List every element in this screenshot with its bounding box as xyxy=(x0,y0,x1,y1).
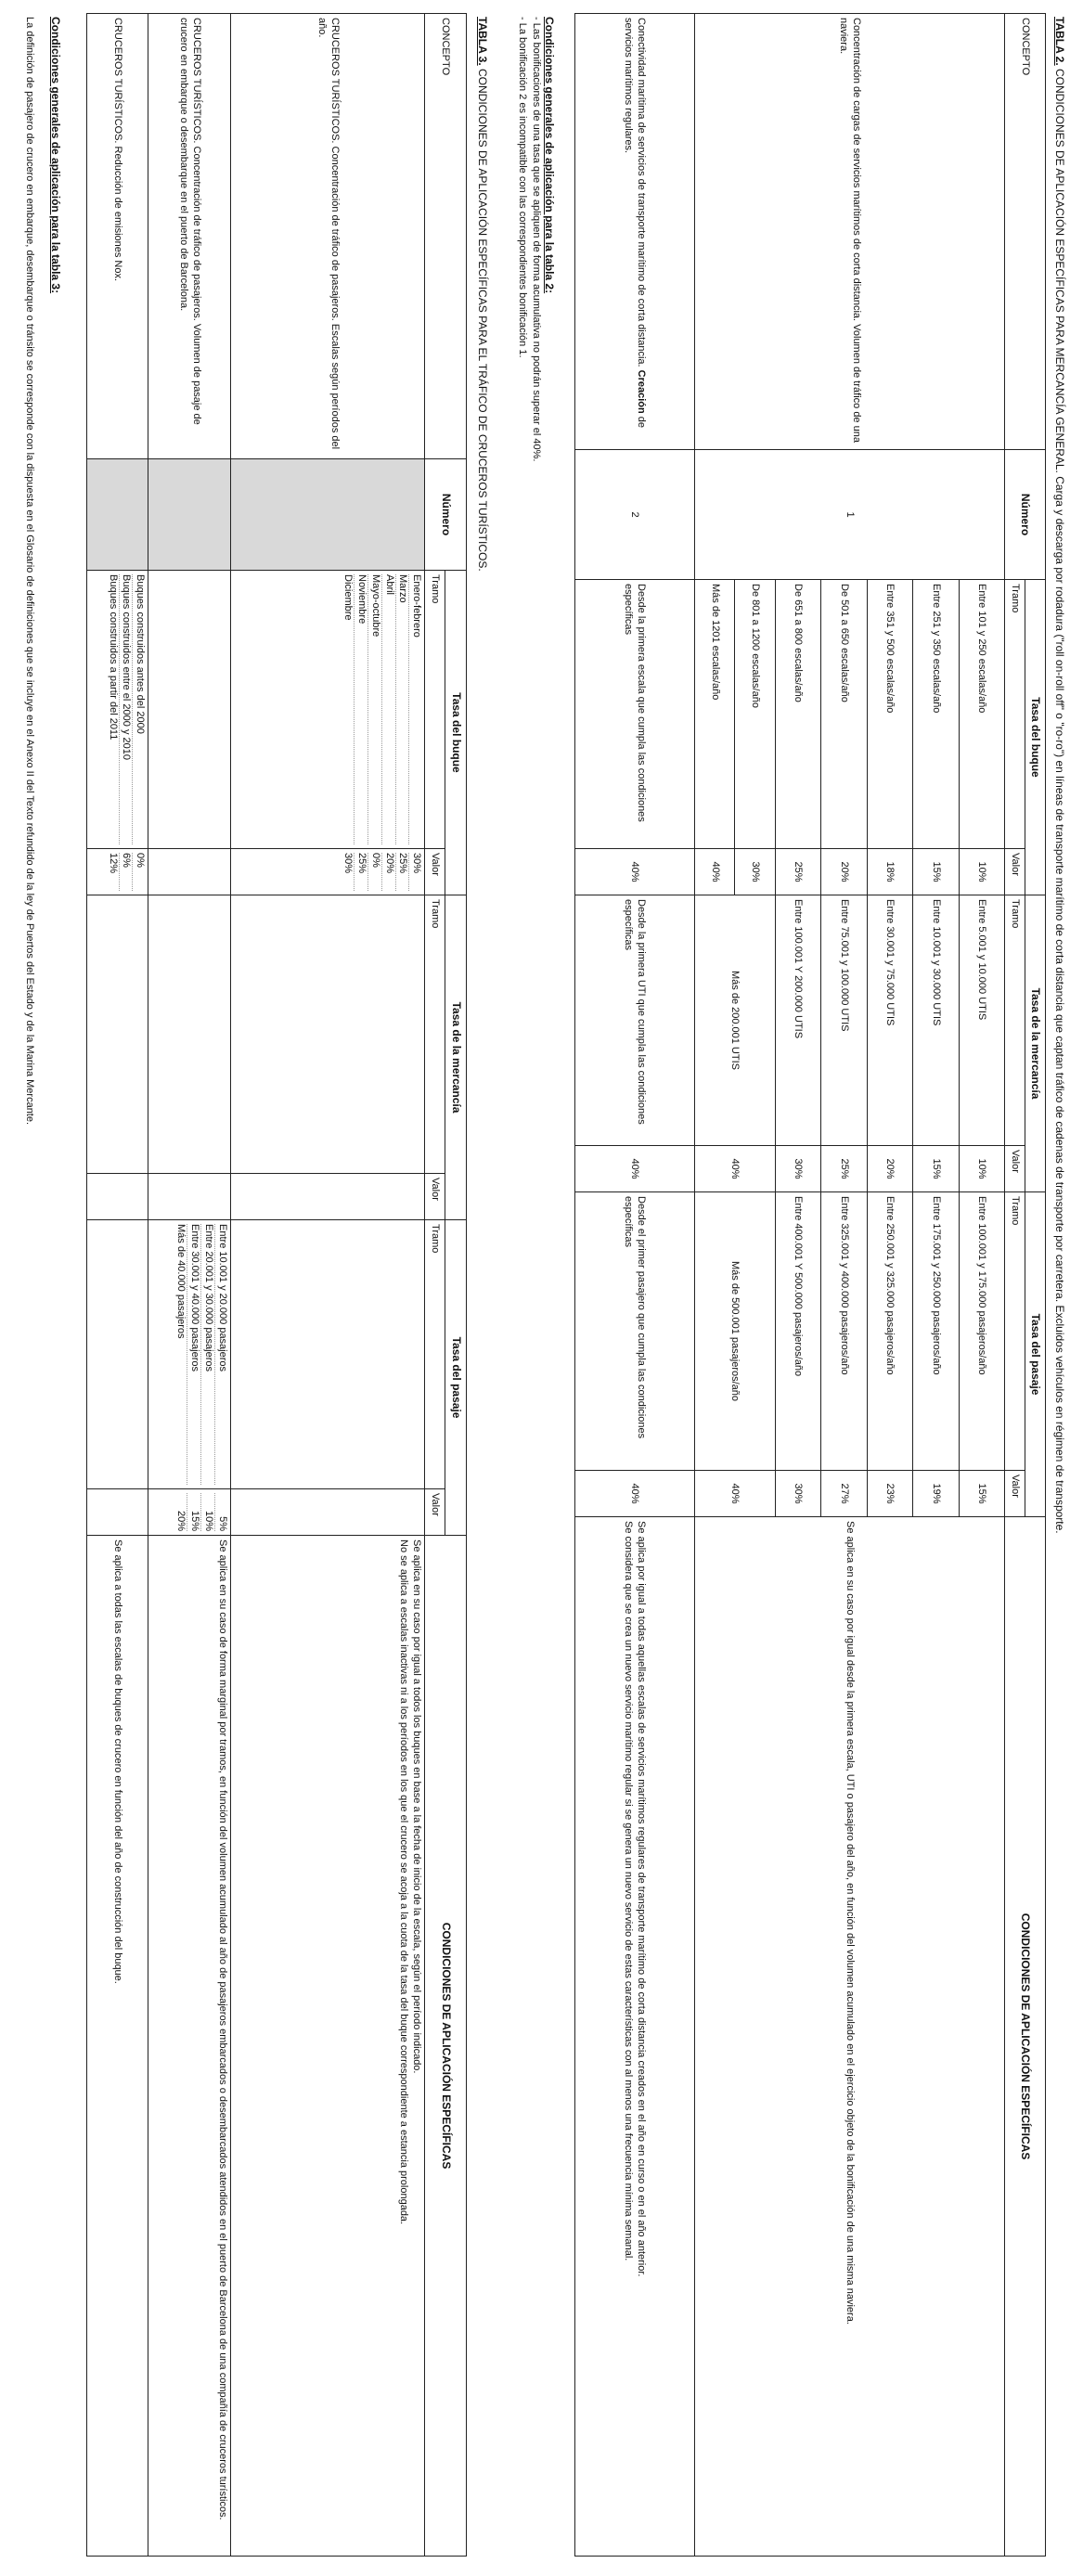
t2-header-condiciones: CONDICIONES DE APLICACIÓN ESPECÍFICAS xyxy=(1005,1517,1046,2557)
t2-r1-numero: 1 xyxy=(695,450,1005,580)
t2-r1-pasaje-valor: 23% xyxy=(867,1471,913,1517)
t2-r1-mercancia-tramo: Más de 200.001 UTIS xyxy=(695,895,775,1146)
t3-r1-buque-valor: 0% xyxy=(367,853,381,891)
t3-r2-pasaje-valor: 5% xyxy=(214,1493,228,1531)
table3-caption-label: TABLA 3. xyxy=(476,17,489,66)
t2-r1-pasaje-valor: 19% xyxy=(913,1471,960,1517)
t3-subheader-tramo: Tramo xyxy=(425,895,445,1174)
t2-r1-concepto: Concentración de cargas de servicios marítimos de corta distancia. Volumen de tráfico de una naviera. xyxy=(695,14,1005,450)
t3-header-tasa-buque: Tasa del buque xyxy=(445,571,467,895)
table2-notes-title: Condiciones generales de aplicación para la tabla 2: xyxy=(543,17,556,294)
t3-r1-buque-tramo-list xyxy=(230,571,425,849)
t3-r1-mercancia-valor xyxy=(230,1174,425,1220)
t3-r2-pasaje-tramo: Más de 40.000 pasajeros xyxy=(175,1224,187,1339)
t3-r2-pasaje-valor: 20% xyxy=(175,1511,187,1532)
t3-r3-pasaje-tramo xyxy=(87,1220,148,1489)
t3-r1-buque-valor: 25% xyxy=(395,853,409,891)
t3-r1-pasaje-valor xyxy=(230,1489,425,1536)
t3-r3-buque-tramo: Buques construidos a partir del 2011 xyxy=(107,574,119,741)
t3-r3-buque-valor-list xyxy=(87,849,148,895)
t2-r1-buque-tramo: De 801 a 1200 escalas/año xyxy=(735,580,775,849)
t3-r3-buque-tramo-list xyxy=(87,571,148,849)
t3-r2-buque-valor xyxy=(148,849,230,895)
t2-r1-buque-tramo: De 501 a 650 escalas/año xyxy=(821,580,868,849)
t2-r1-pasaje-tramo: Entre 400.001 Y 500.000 pasajeros/año xyxy=(775,1192,821,1471)
t3-r3-mercancia-tramo xyxy=(87,895,148,1174)
t2-r2-concepto-a: Conectividad marítima de servicios de transporte marítimo de corta distancia. xyxy=(636,18,648,370)
t3-header-concepto: CONCEPTO xyxy=(425,14,467,459)
t3-r1-buque-valor: 20% xyxy=(381,853,395,891)
t3-r2-pasaje-tramo: Entre 10.001 y 20.000 pasajeros xyxy=(214,1224,228,1485)
t3-r3-buque-valor: 6% xyxy=(119,853,133,891)
t3-r3-buque-valor: 12% xyxy=(107,853,119,874)
t3-r2-condiciones: Se aplica en su caso de forma marginal por tramos, en función del volumen acumulado al año de pasajeros embarcados o desembarcados atendidos en el puerto de Barcelona de una compañía de cruceros turísticos. xyxy=(148,1536,230,2557)
t3-r2-pasaje-valor-list xyxy=(148,1489,230,1536)
t2-r1-buque-valor: 40% xyxy=(695,849,735,895)
t3-r2-pasaje-tramo: Entre 30.001 y 40.000 pasajeros xyxy=(187,1224,200,1485)
t2-r1-buque-tramo: De 651 a 800 escalas/año xyxy=(775,580,821,849)
t2-r1-mercancia-tramo: Entre 100.001 Y 200.000 UTIS xyxy=(775,895,821,1146)
t2-r1-pasaje-valor: 40% xyxy=(695,1471,775,1517)
t2-r1-buque-valor: 10% xyxy=(959,849,1005,895)
t2-r1-pasaje-valor: 15% xyxy=(959,1471,1005,1517)
t2-r1-buque-valor: 15% xyxy=(913,849,960,895)
t2-r1-pasaje-valor: 27% xyxy=(821,1471,868,1517)
t2-r1-condiciones: Se aplica en su caso por igual desde la primera escala, UTI o pasajero del año, en función del volumen acumulado en el ejercicio objeto de la bonificación de una misma naviera. xyxy=(695,1517,1005,2557)
t3-r1-pasaje-tramo xyxy=(230,1220,425,1489)
t2-r1-pasaje-tramo: Más de 500.001 pasajeros/año xyxy=(695,1192,775,1471)
t2-header-concepto: CONCEPTO xyxy=(1005,14,1046,450)
t3-r3-buque-valor: 0% xyxy=(133,853,147,891)
t2-r1-pasaje-tramo: Entre 175.001 y 250.000 pasajeros/año xyxy=(913,1192,960,1471)
table3 xyxy=(86,13,467,2557)
t2-r1-mercancia-valor: 25% xyxy=(821,1146,868,1192)
t3-subheader-valor: Valor xyxy=(425,1489,445,1536)
table2-notes xyxy=(514,17,556,1409)
t2-header-numero: Número xyxy=(1005,450,1046,580)
t3-r1-concepto: CRUCEROS TURÍSTICOS. Concentración de tráfico de pasajeros. Escalas según períodos del año. xyxy=(230,14,425,459)
table2-caption xyxy=(1053,17,1066,2559)
t2-r1-buque-tramo: Entre 101 y 250 escalas/año xyxy=(959,580,1005,849)
t3-r3-concepto: CRUCEROS TURÍSTICOS. Reducción de emisiones Nox. xyxy=(87,14,148,459)
table3-notes-title: Condiciones generales de aplicación para la tabla 3: xyxy=(49,17,62,294)
t2-r1-mercancia-tramo: Entre 5.001 y 10.000 UTIS xyxy=(959,895,1005,1146)
t3-r1-buque-valor-list xyxy=(230,849,425,895)
t2-subheader-tramo: Tramo xyxy=(1005,895,1025,1146)
t3-r1-numero xyxy=(230,459,425,571)
t2-r1-pasaje-valor: 30% xyxy=(775,1471,821,1517)
t3-r1-buque-valor: 30% xyxy=(342,853,355,874)
t3-r3-condiciones: Se aplica a todas las escalas de buques de crucero en función del año de construcción del buque. xyxy=(87,1536,148,2557)
table3-note: La definición de pasajero de crucero en embarque, desembarque o tránsito se corresponde con la dispuesta en el Glosario de definiciones que se incluye en el Anexo II del Texto refundido de la ley de Puertos del Estado y de la Marina Mercante. xyxy=(24,17,35,1126)
t3-subheader-valor: Valor xyxy=(425,849,445,895)
t3-subheader-tramo: Tramo xyxy=(425,571,445,849)
t2-r1-mercancia-tramo: Entre 75.001 y 100.000 UTIS xyxy=(821,895,868,1146)
t3-subheader-tramo: Tramo xyxy=(425,1220,445,1489)
t2-r1-mercancia-tramo: Entre 10.001 y 30.000 UTIS xyxy=(913,895,960,1146)
t2-r2-buque-tramo: Desde la primera escala que cumpla las condiciones específicas xyxy=(575,580,695,849)
t2-r2-mercancia-tramo: Desde la primera UTI que cumpla las condiciones específicas xyxy=(575,895,695,1146)
t2-subheader-valor: Valor xyxy=(1005,849,1025,895)
t3-r2-mercancia-tramo xyxy=(148,895,230,1174)
t2-r1-buque-tramo: Más de 1201 escalas/año xyxy=(695,580,735,849)
t3-r1-buque-tramo: Mayo-octubre xyxy=(367,574,381,844)
t2-r1-buque-tramo: Entre 251 y 350 escalas/año xyxy=(913,580,960,849)
t3-r2-pasaje-valor: 15% xyxy=(187,1493,200,1531)
t2-r1-buque-tramo: Entre 351 y 500 escalas/año xyxy=(867,580,913,849)
t2-header-tasa-mercancia: Tasa de la mercancía xyxy=(1025,895,1045,1192)
table3-caption xyxy=(476,17,489,1409)
t3-r2-pasaje-tramo-list xyxy=(148,1220,230,1489)
t3-header-numero: Número xyxy=(425,459,467,571)
t2-r2-numero: 2 xyxy=(575,450,695,580)
t3-r1-buque-tramo: Abril xyxy=(381,574,395,844)
t3-header-tasa-mercancia: Tasa de la mercancía xyxy=(445,895,467,1220)
t3-r1-buque-tramo: Enero-febrero xyxy=(408,574,422,844)
t3-r1-buque-valor: 30% xyxy=(408,853,422,891)
t2-r2-mercancia-valor: 40% xyxy=(575,1146,695,1192)
table2-note: - Las bonificaciones de una tasa que se apliquen de forma acumulativa no podrán superar el 40%. xyxy=(531,17,542,462)
t3-r2-mercancia-valor xyxy=(148,1174,230,1220)
t2-r1-buque-valor: 30% xyxy=(735,849,775,895)
t2-r2-concepto-bold: Creación xyxy=(636,369,648,414)
t2-header-tasa-pasaje: Tasa del pasaje xyxy=(1025,1192,1045,1517)
t2-subheader-valor: Valor xyxy=(1005,1146,1025,1192)
t2-r2-pasaje-tramo: Desde el primer pasajero que cumpla las condiciones específicas xyxy=(575,1192,695,1471)
t2-r1-mercancia-tramo: Entre 30.001 y 75.000 UTIS xyxy=(867,895,913,1146)
t2-header-tasa-buque: Tasa del buque xyxy=(1025,580,1045,895)
t2-r1-pasaje-tramo: Entre 100.001 y 175.000 pasajeros/año xyxy=(959,1192,1005,1471)
t2-r2-concepto xyxy=(575,14,695,450)
t3-r1-buque-tramo: Noviembre xyxy=(354,574,367,844)
t3-r2-concepto: CRUCEROS TURÍSTICOS. Concentración de tráfico de pasajeros. Volumen de pasaje de crucero en embarque o desembarque en el puerto de Barcelona. xyxy=(148,14,230,459)
t3-r1-buque-tramo: Diciembre xyxy=(342,574,355,621)
t3-r3-buque-tramo: Buques construidos antes del 2000 xyxy=(133,574,147,844)
t2-r2-pasaje-valor: 40% xyxy=(575,1471,695,1517)
t2-r1-mercancia-valor: 15% xyxy=(913,1146,960,1192)
t3-r3-mercancia-valor xyxy=(87,1174,148,1220)
t3-r2-buque-tramo xyxy=(148,571,230,849)
table2-note: - La bonificación 2 es incompatible con las correspondientes bonificación 1. xyxy=(516,17,528,358)
t2-r1-mercancia-valor: 40% xyxy=(695,1146,775,1192)
t2-subheader-tramo: Tramo xyxy=(1005,580,1025,849)
t2-r1-buque-valor: 20% xyxy=(821,849,868,895)
t2-subheader-valor: Valor xyxy=(1005,1471,1025,1517)
t3-r2-pasaje-valor: 10% xyxy=(200,1493,214,1531)
t2-r1-mercancia-valor: 10% xyxy=(959,1146,1005,1192)
t3-r3-pasaje-valor xyxy=(87,1489,148,1536)
t3-r2-numero xyxy=(148,459,230,571)
t3-r1-buque-tramo: Marzo xyxy=(395,574,409,844)
t2-r1-mercancia-valor: 30% xyxy=(775,1146,821,1192)
table3-caption-text: CONDICIONES DE APLICACIÓN ESPECÍFICAS PARA EL TRÁFICO DE CRUCEROS TURÍSTICOS. xyxy=(476,65,489,572)
t3-r1-mercancia-tramo xyxy=(230,895,425,1174)
t2-r1-buque-valor: 25% xyxy=(775,849,821,895)
table2-caption-label: TABLA 2. xyxy=(1053,17,1066,66)
t3-header-tasa-pasaje: Tasa del pasaje xyxy=(445,1220,467,1536)
table3-notes xyxy=(22,17,62,2559)
table2 xyxy=(574,13,1046,2557)
t3-r2-pasaje-tramo: Entre 20.001 y 30.000 pasajeros xyxy=(200,1224,214,1485)
t2-r1-pasaje-tramo: Entre 325.001 y 400.000 pasajeros/año xyxy=(821,1192,868,1471)
table2-caption-text: CONDICIONES DE APLICACIÓN ESPECÍFICAS PARA MERCANCÍA GENERAL. Carga y descarga por rodadura ("roll on-roll off" o "ro-ro") en líneas de transporte marítimo de corta distancia que captan tráfico de cadenas de transporte por carretera. Excluidos vehículos en régimen de transporte. xyxy=(1053,65,1066,1534)
t3-r1-condiciones: Se aplica en su caso por igual a todos los buques en base a la fecha de inicio de la escala, según el período indicado. No se aplica a escalas inactivas ni a los períodos en los que el crucero se acoja a la cuota de la tasa del buque correspondiente a estancia prolongada. xyxy=(230,1536,425,2557)
t2-r2-buque-valor: 40% xyxy=(575,849,695,895)
t2-r1-buque-valor: 18% xyxy=(867,849,913,895)
t2-subheader-tramo: Tramo xyxy=(1005,1192,1025,1471)
t3-r3-numero xyxy=(87,459,148,571)
t3-header-condiciones: CONDICIONES DE APLICACIÓN ESPECÍFICAS xyxy=(425,1536,467,2557)
t2-r1-pasaje-tramo: Entre 250.001 y 325.000 pasajeros/año xyxy=(867,1192,913,1471)
t2-r2-concepto-c: de servicios marítimos regulares. xyxy=(623,18,648,429)
t3-r1-buque-valor: 25% xyxy=(354,853,367,891)
t2-r2-condiciones: Se aplica por igual a todas aquellas escalas de servicios marítimos regulares de transporte marítimo de corta distancia creados en el año en curso o en el año anterior. Se considera que se crea un nuevo servicio marítimo regular si se genera un nuevo servicio de estas características con al menos una frecuencia mínima semanal. xyxy=(575,1517,695,2557)
t2-r1-mercancia-valor: 20% xyxy=(867,1146,913,1192)
t3-r3-buque-tramo: Buques construidos entre el 2000 y 2010 xyxy=(119,574,133,844)
t3-subheader-valor: Valor xyxy=(425,1174,445,1220)
